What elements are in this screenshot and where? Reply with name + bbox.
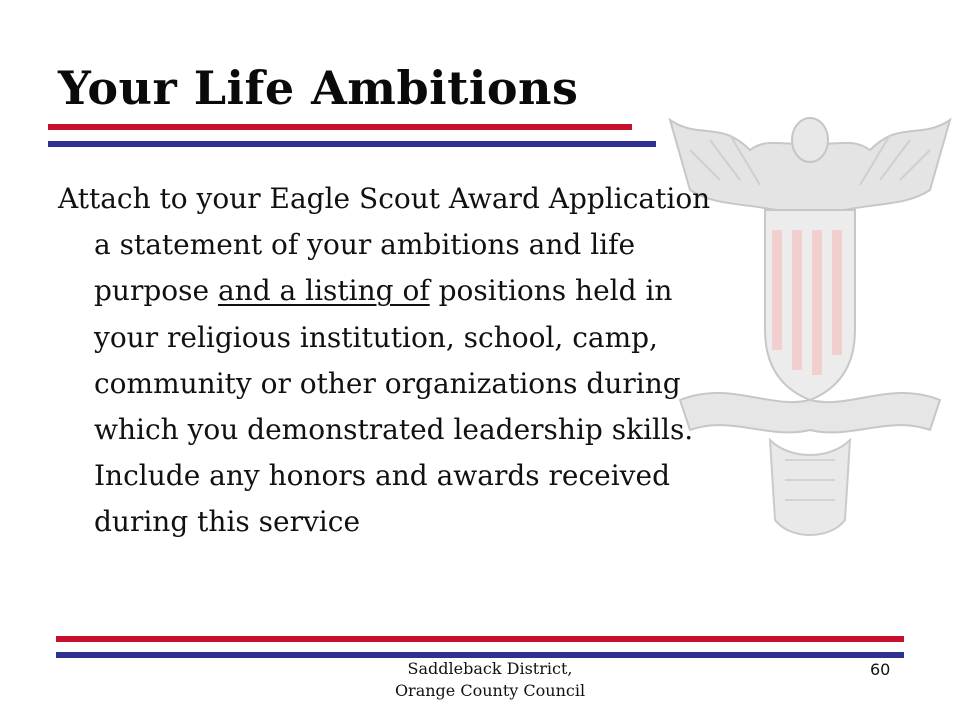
body-paragraph [58,176,908,546]
title-rule-red [48,124,632,130]
body-line: Attach to your Eagle Scout Award Application [58,182,711,215]
body-line: a statement of your ambitions and life [94,228,636,262]
footer-rule-red [56,636,904,642]
title-rule-blue [48,141,656,147]
body-line: during this service [94,505,361,539]
page-title: Your Life Ambitions [58,61,579,115]
body-line: Include any honors and awards received [94,459,670,493]
underlined-phrase: and a listing of [217,274,430,308]
body-text-segment: positions held in [429,274,673,308]
footer-organization [330,658,650,702]
footer-line: Saddleback District, [407,659,573,678]
body-line: community or other organizations during [94,366,681,400]
body-line: your religious institution, school, camp, [94,320,658,354]
page-number: 60 [870,660,891,679]
footer-line: Orange County Council [394,681,586,700]
body-text-segment: purpose [94,274,218,308]
body-line: which you demonstrated leadership skills. [94,413,694,447]
body-line [58,268,908,314]
